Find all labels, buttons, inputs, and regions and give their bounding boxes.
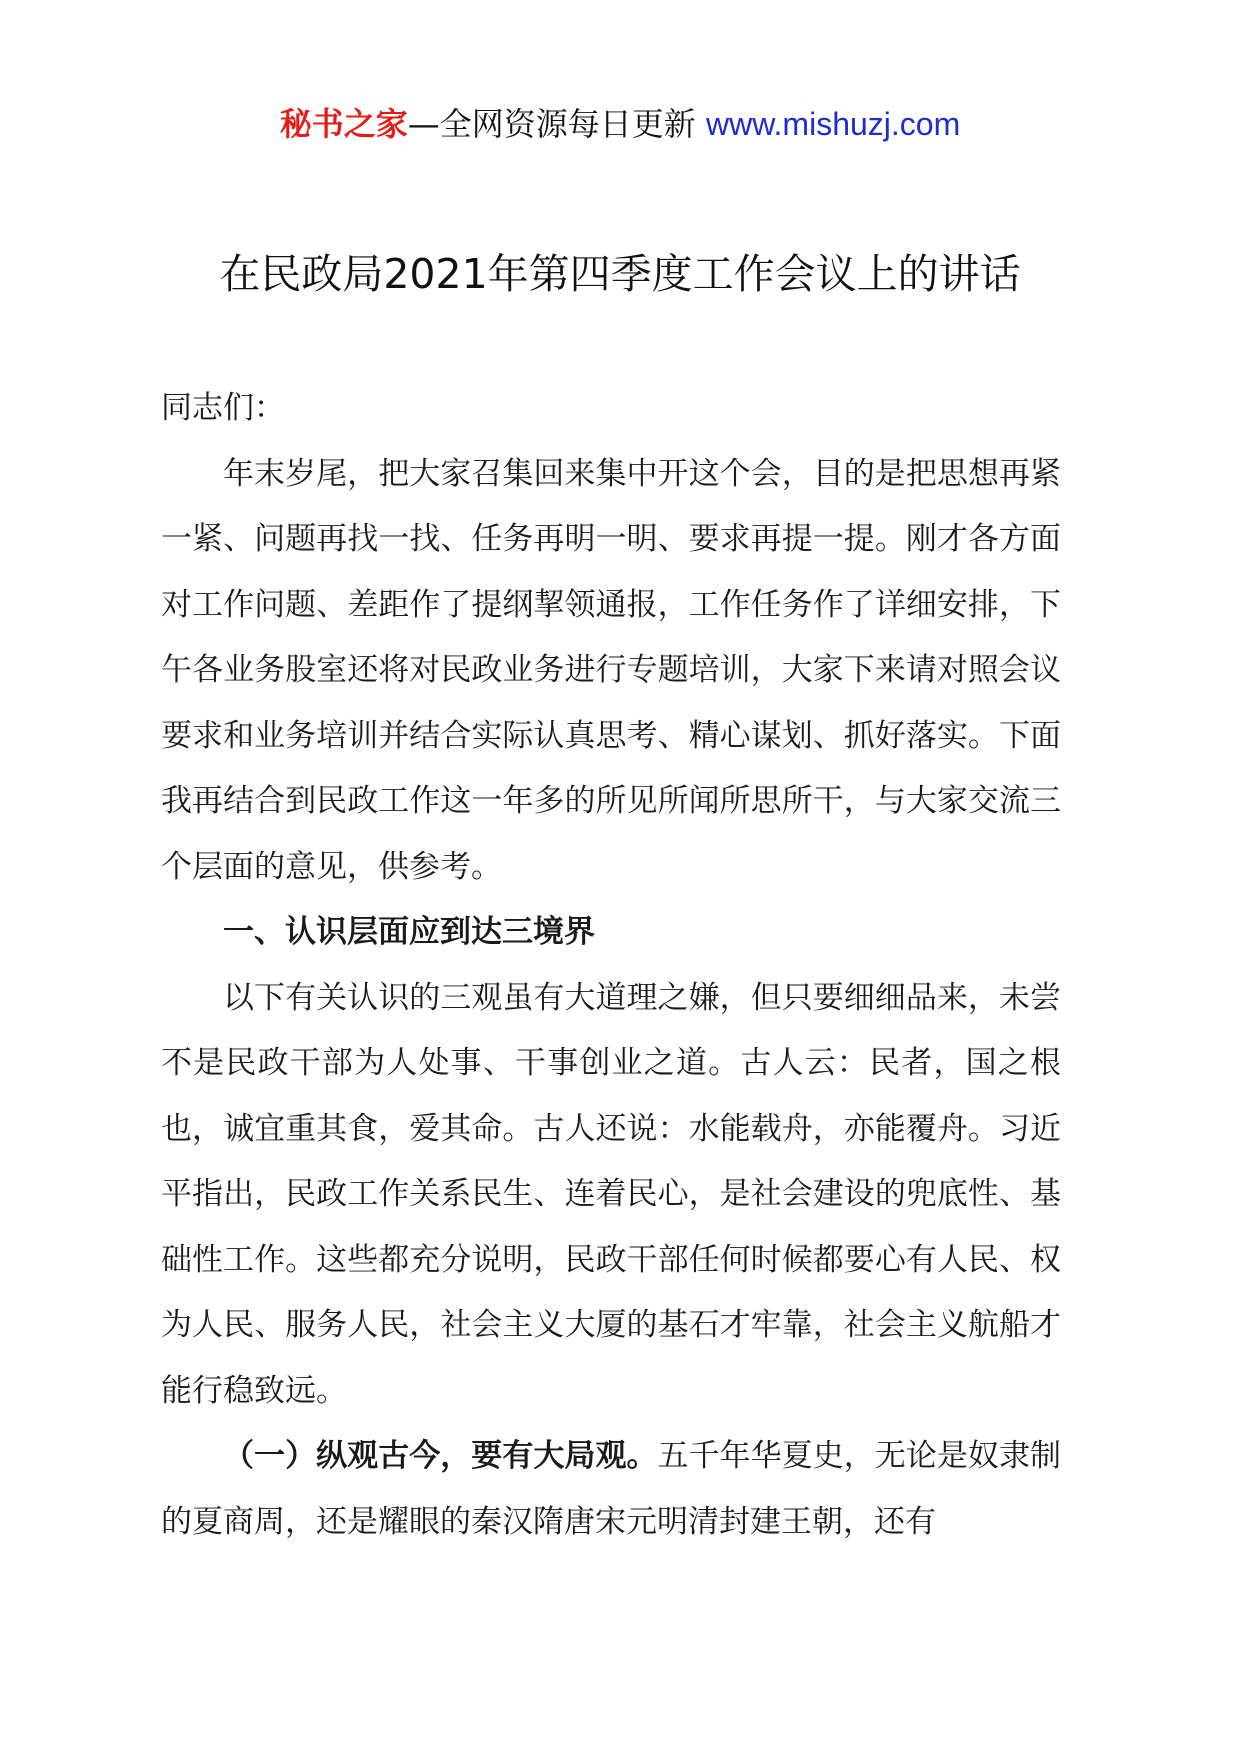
paragraph-section-1: 以下有关认识的三观虽有大道理之嫌，但只要细细品来，未尝不是民政干部为人处事、干事创业之道。古人云：民者，国之根也，诚宜重其食，爱其命。古人还说：水能载舟，亦能覆舟。习近平指出，民政工作关系民生、连着民心，是社会建设的兜底性、基础性工作。这些都充分说明，民政干部任何时候都要心有人民、权为人民、服务人民，社会主义大厦的基石才牢靠，社会主义航船才能行稳致远。	[161, 979, 1061, 1409]
section-heading: 一、认识层面应到达三境界	[223, 914, 595, 950]
header-url-link[interactable]: www.mishuzj.com	[705, 106, 961, 142]
paragraph-intro: 年末岁尾，把大家召集回来集中开这个会，目的是把思想再紧一紧、问题再找一找、任务再明一明、要求再提一提。刚才各方面对工作问题、差距作了提纲挈领通报，工作任务作了详细安排，下午各业务股室还将对民政业务进行专题培训，大家下来请对照会议要求和业务培训并结合实际认真思考、精心谋划、抓好落实。下面我再结合到民政工作这一年多的所见所闻所思所干，与大家交流三个层面的意见，供参考。	[161, 455, 1061, 885]
paragraph-subsection-1	[161, 1424, 1061, 1555]
document-body	[161, 376, 1061, 1555]
subsection-lead: （一）纵观古今，要有大局观。	[223, 1438, 658, 1474]
salutation: 同志们：	[161, 390, 285, 426]
watermark-header	[0, 100, 1240, 148]
subsection-text: 五千年华夏史，无论是奴隶制的夏商周，还是耀眼的秦汉隋唐宋元明清封建王朝，还有	[161, 1438, 1062, 1540]
document-title: 在民政局2021年第四季度工作会议上的讲话	[219, 250, 1021, 298]
header-slogan: —全网资源每日更新	[407, 105, 696, 143]
brand-name: 秘书之家	[279, 105, 408, 143]
